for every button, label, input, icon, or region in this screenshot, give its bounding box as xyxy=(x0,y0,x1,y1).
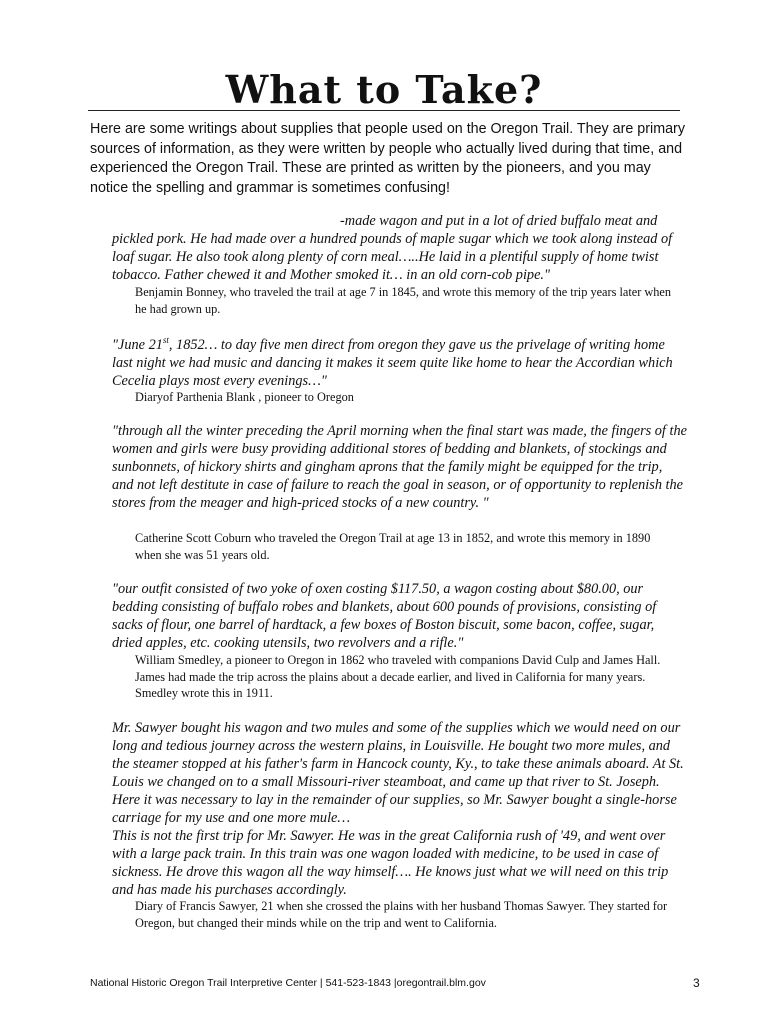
attribution-smedley: William Smedley, a pioneer to Oregon in 1862 who traveled with companions David Culp and James Hall. James had made the trip across the plains about a decade earlier, and lived in California for many years. Smedley wrote this in 1911. xyxy=(135,653,661,700)
quote-coburn: "through all the winter preceding the April morning when the final start was made, the fingers of the women and girls were busy providing additional stores of bedding and blankets, of stockings and sunbonnets, of hickory shirts and gingham aprons that the family might be equipped for the trip, and not left destitute in case of failure to reach the goal in season, or of opportunity to replenish the stores from the meager and high-priced stocks of a new country. " xyxy=(112,423,687,511)
attribution-bonney: Benjamin Bonney, who traveled the trail at age 7 in 1845, and wrote this memory of the trip years later when he had grown up. xyxy=(135,285,672,316)
superscript-st: st xyxy=(162,335,169,346)
quote-smedley: "our outfit consisted of two yoke of oxen costing $117.50, a wagon costing about $80.00, our bedding consisting of buffalo robes and blankets, about 600 pounds of provisions, consisting of sacks of flour, one barrel of hardtack, a few boxes of Boston biscuit, some bacon, coffee, sugar, dried apples, etc. cooking utensils, two revolvers and a rifle." xyxy=(112,581,657,651)
page-title: What to Take? xyxy=(225,67,543,112)
attribution-sawyer: Diary of Francis Sawyer, 21 when she crossed the plains with her husband Thomas Sawyer. They started for Oregon, but changed their minds while on the trip and went to California. xyxy=(135,899,668,930)
quote-sawyer-part2: This is not the first trip for Mr. Sawyer. He was in the great California rush of '49, and went over with a large pack train. In this train was one wagon loaded with medicine, to be used in case of sickness. He drove this wagon all the way himself…. He knows just what we will need on this trip and has made his purchases accordingly. xyxy=(112,828,669,898)
footer-text: National Historic Oregon Trail Interpretive Center | 541-523-1843 |oregontrail.blm.gov xyxy=(90,977,486,989)
attribution-blank: Diaryof Parthenia Blank , pioneer to Oregon xyxy=(135,390,354,404)
quote-bonney xyxy=(112,212,687,284)
intro-paragraph: Here are some writings about supplies that people used on the Oregon Trail. They are primary sources of information, as they were written by people who actually lived during that time, and experienced the Oregon Trail. These are printed as written by the pioneers, and you may notice the spelling and grammar is sometimes confusing! xyxy=(90,121,685,196)
quote-bonney-first-line: -made wagon and put in a lot of dried buffalo meat and xyxy=(340,213,658,229)
title-divider xyxy=(88,110,680,111)
quote-sawyer-part1: Mr. Sawyer bought his wagon and two mules and some of the supplies which we would need on our long and tedious journey across the western plains, in Louisville. He bought two more mules, and the steamer stopped at his father's farm in Hancock county, Ky., to take these animals aboard. At St. Louis we changed on to a small Missouri-river steamboat, and came up that river to St. Joseph. Here it was necessary to lay in the remainder of our supplies, so Mr. Sawyer bought a single-horse carriage for my use and one more mule… xyxy=(112,720,684,826)
quote-sawyer xyxy=(112,719,687,899)
quote-bonney-text: pickled pork. He had made over a hundred pounds of maple sugar which we took along instead of loaf sugar. He also took along plenty of corn meal…..He laid in a plentiful supply of home twist tobacco. Father chewed it and Mother smoked it… in an old corn-cob pipe." xyxy=(112,231,673,283)
page-number: 3 xyxy=(693,976,700,990)
attribution-coburn: Catherine Scott Coburn who traveled the Oregon Trail at age 13 in 1852, and wrote this memory in 1890 when she was 51 years old. xyxy=(135,531,651,562)
quote-blank: "June 21st, 1852… to day five men direct from oregon they gave us the privelage of writing home last night we had music and dancing it makes it seem quite like home to hear the Accordian which Cecelia plays most every evenings…" xyxy=(112,335,673,389)
